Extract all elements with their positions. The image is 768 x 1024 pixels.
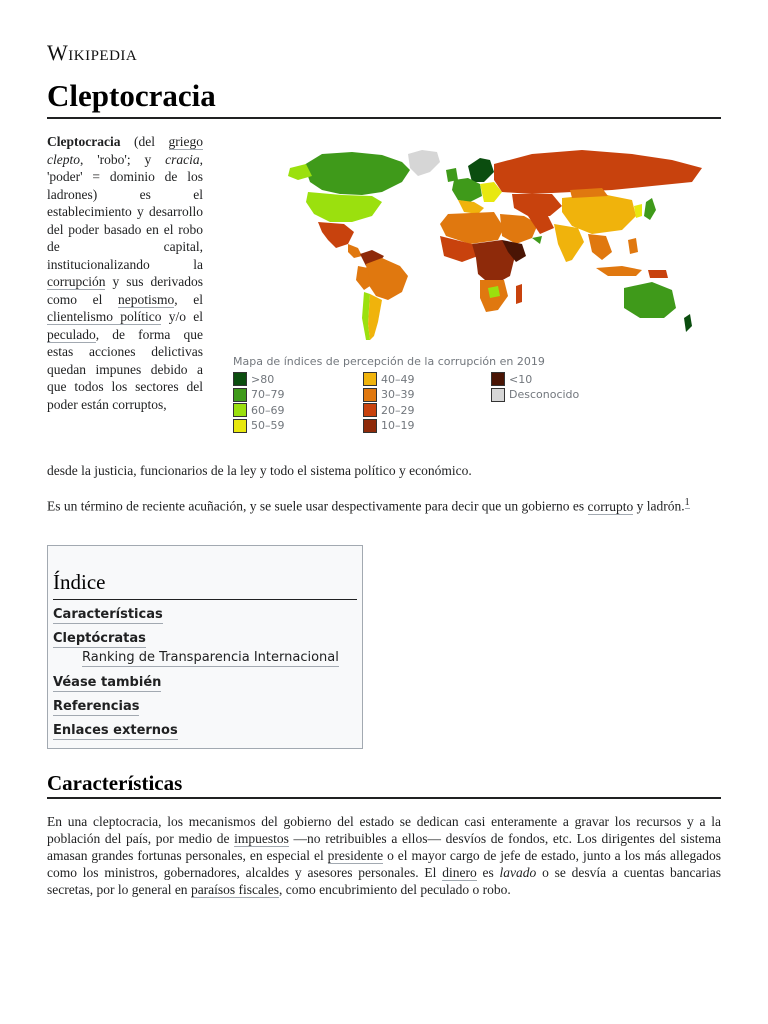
wikipedia-logo[interactable]: Wikipedia [47,40,138,65]
link-nepotismo[interactable]: nepotismo [118,291,175,307]
paragraph-lavado: lavado [499,865,537,880]
map-southern-europe [458,200,484,214]
legend-label: <10 [509,372,533,386]
map-new-zealand [684,314,692,332]
legend-swatch [363,372,377,386]
lead-text: , 'robo'; y [80,151,166,167]
paragraph-text: En una cleptocracia, los mecanismos del gobierno del estado se dedican casi enteramente a gravar los recursos y a la población del país, por medio de [47,814,721,846]
legend-swatch [491,388,505,402]
lead-clepto: clepto [47,151,80,167]
map-usa [306,192,382,222]
paragraph-text: y ladrón. [633,498,685,514]
table-of-contents [47,545,363,749]
map-madagascar [516,284,522,304]
section-divider [47,797,721,799]
paragraph-text: Es un término de reciente acuñación, y se suele usar despectivamente para decir que un gobierno es [47,498,588,514]
map-indonesia [596,266,642,276]
paragraph-text: , como encubrimiento del peculado o robo. [279,882,511,897]
lead-paragraph-tail: desde la justicia, funcionarios de la ley y todo el sistema político y económico. [47,463,472,478]
legend-swatch [363,403,377,417]
legend-item [233,388,285,402]
section-heading-caracteristicas: Características [47,771,183,795]
map-russia [494,150,702,194]
map-australia [624,282,676,318]
map-legend [233,372,653,436]
map-botswana [488,286,500,298]
lead-paragraph [47,133,203,413]
legend-swatch [233,388,247,402]
legend-label: 50–59 [251,419,285,432]
map-greenland [408,150,440,176]
toc-divider [53,599,357,600]
map-papua [648,270,668,278]
paragraph-text: o se desvía a cuentas bancarias secretas, por lo general en [47,865,721,897]
legend-item [363,419,415,433]
map-peru [356,266,370,290]
link-clientelismo[interactable]: clientelismo político [47,309,162,324]
legend-item [491,388,579,402]
link-griego[interactable]: griego [168,134,203,149]
toc-item-cleptocratas[interactable]: Cleptócratas [53,631,146,646]
legend-item [363,388,415,402]
legend-label: 30–39 [381,388,415,401]
lead-text: y/o el [161,309,203,324]
link-corrupcion[interactable]: corrupción [47,274,106,289]
map-central-asia [512,194,562,216]
toc-item-enlaces-externos[interactable]: Enlaces externos [53,723,178,738]
legend-label: 10–19 [381,419,415,432]
legend-item [233,372,274,386]
map-japan [644,198,656,220]
map-iceland-uk [446,168,458,182]
map-india [554,224,584,262]
lead-text: (del [120,134,169,149]
reference-link[interactable]: 1 [684,497,690,508]
link-paraisos-fiscales[interactable]: paraísos fiscales [190,882,280,897]
legend-item [233,419,285,433]
map-brazil [366,258,408,300]
legend-swatch [233,403,247,417]
legend-swatch [363,419,377,433]
legend-label: 20–29 [381,403,415,417]
map-argentina [368,294,382,340]
legend-label: 70–79 [251,388,285,401]
map-arabia-gulf [532,236,542,244]
toc-item-caracteristicas[interactable]: Características [53,607,163,622]
link-impuestos[interactable]: impuestos [234,831,289,846]
paragraph-definition [47,494,721,516]
map-caption: Mapa de índices de percepción de la corrupción en 2019 [233,355,545,368]
title-divider [47,117,721,119]
toc-item-referencias[interactable]: Referencias [53,699,140,714]
legend-label: Desconocido [509,388,580,401]
link-peculado[interactable]: peculado [47,326,96,342]
legend-item [491,372,532,386]
link-corrupto[interactable]: corrupto [587,498,634,514]
map-southeast-asia [588,234,612,260]
map-scandinavia [468,158,494,182]
paragraph-text: o el mayor cargo de jefe de estado, junto a los más allegados como los ministros, gobernadores, alcaldes y asesores personales. El [47,848,721,880]
toc-title: Índice [53,570,106,594]
legend-item [363,372,415,386]
link-presidente[interactable]: presidente [327,848,384,863]
lead-term: Cleptocracia [47,134,121,149]
paragraph-text: —no retribuibles a ellos— desvíos de fondos, etc. Los dirigentes del sistema amasan grandes fortunas personales, en especial el [47,831,721,863]
lead-text: , el [174,291,203,307]
map-central-america [348,244,362,258]
page-title: Cleptocracia [47,78,216,113]
legend-swatch [363,388,377,402]
legend-swatch [491,372,505,386]
legend-label: 40–49 [381,372,415,386]
paragraph-caracteristicas [47,813,721,898]
lead-text: , 'poder' = dominio de los ladrones) es el establecimiento y desarrollo del poder basado en el robo de capital, institucionalizando la [47,151,203,272]
legend-label: 60–69 [251,403,285,417]
lead-text: y sus derivados como el [47,274,203,307]
paragraph-text: es [476,865,500,880]
map-mexico [318,222,354,248]
legend-swatch [233,419,247,433]
legend-item [363,403,415,417]
lead-text: , de forma que estas acciones delictivas quedan impunes debido a que todos los sectores del poder están corruptos, [47,326,203,412]
toc-subitem-ranking[interactable]: Ranking de Transparencia Internacional [82,650,339,665]
legend-label: >80 [251,372,275,386]
legend-item [233,403,285,417]
legend-swatch [233,372,247,386]
lead-cracia: cracia [165,151,200,167]
map-philippines [628,238,638,254]
toc-item-vease-tambien[interactable]: Véase también [53,675,162,690]
corruption-world-map[interactable] [232,140,720,350]
link-dinero[interactable]: dinero [442,865,477,880]
map-canada [304,152,410,195]
